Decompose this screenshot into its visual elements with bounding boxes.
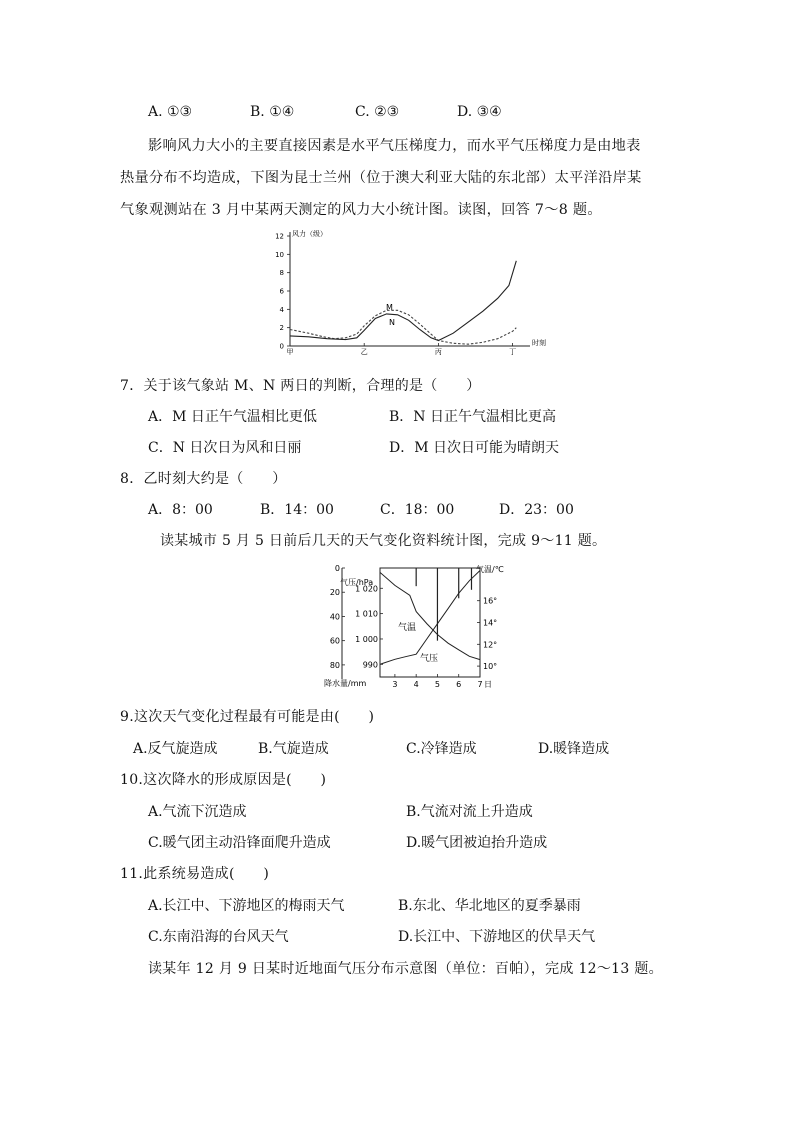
q11-stem: 11.此系统易造成( ) <box>120 866 270 882</box>
q10-option-a: A.气流下沉造成 <box>148 804 247 820</box>
chart2-temp-tick-label: 14° <box>483 618 498 628</box>
q7-option-a: A．M 日正午气温相比更低 <box>148 409 317 425</box>
chart1-ytick-label: 10 <box>275 250 284 259</box>
q11-option-b: B.东北、华北地区的夏季暴雨 <box>398 898 581 914</box>
chart2-temp-label: 气温 <box>398 623 417 633</box>
top-option-b: B. ①④ <box>250 104 295 120</box>
chart1-series-M <box>290 310 516 344</box>
chart2-left-label: 气压/hPa <box>340 578 374 587</box>
chart2-temp-tick-label: 10° <box>483 662 498 672</box>
intro1-line2: 热量分布不均造成，下图为昆士兰州（位于澳大利亚大陆的东北部）太平洋沿岸某 <box>120 170 642 186</box>
chart2-pressure-tick-label: 1 010 <box>355 609 378 619</box>
chart2-xtick-label: 6 <box>456 680 462 689</box>
chart2-temp-tick-label: 12° <box>483 640 498 650</box>
q11-option-d: D.长江中、下游地区的伏旱天气 <box>398 929 596 945</box>
q8-option-d: D．23：00 <box>499 502 574 518</box>
top-option-a: A. ①③ <box>148 104 193 120</box>
chart1-series-N <box>290 261 516 341</box>
q9-option-a: A.反气旋造成 <box>133 741 218 757</box>
chart1-ylabel: 风力（级） <box>292 230 327 238</box>
chart1-xlabel: 时刻 <box>532 339 546 347</box>
chart2-precip-tick-label: 40 <box>329 612 340 622</box>
chart1-label-n: N <box>389 318 395 327</box>
chart2-pressure-label: 气压 <box>420 654 439 664</box>
intro3: 读某年 12 月 9 日某时近地面气压分布示意图（单位：百帕），完成 12～13 题。 <box>148 961 663 977</box>
intro2: 读某城市 5 月 5 日前后几天的天气变化资料统计图，完成 9～11 题。 <box>160 533 607 549</box>
q10-option-d: D.暖气团被迫抬升造成 <box>406 835 548 851</box>
wind-force-chart <box>270 224 550 362</box>
q10-stem: 10.这次降水的形成原因是( ) <box>120 772 327 788</box>
q7-option-d: D．M 日次日可能为晴朗天 <box>389 440 560 456</box>
chart1-ytick-label: 8 <box>279 269 284 278</box>
top-option-c: C. ②③ <box>355 104 400 120</box>
chart2-precip-tick-label: 60 <box>329 636 340 646</box>
chart1-label-m: M <box>386 303 393 312</box>
chart1-ytick-label: 6 <box>279 287 284 296</box>
q7-stem: 7．关于该气象站 M、N 两日的判断，合理的是（ ） <box>120 378 481 394</box>
q9-option-c: C.冷锋造成 <box>406 741 477 757</box>
chart2-temp-tick-label: 16° <box>483 596 498 606</box>
q8-option-a: A．8：00 <box>148 502 213 518</box>
q7-option-c: C．N 日次日为风和日丽 <box>148 440 302 456</box>
chart1-xtick-label: 丁 <box>509 348 517 356</box>
weather-change-chart <box>322 560 514 692</box>
intro1-line3: 气象观测站在 3 月中某两天测定的风力大小统计图。读图，回答 7～8 题。 <box>120 202 602 218</box>
q10-option-c: C.暖气团主动沿锋面爬升造成 <box>148 835 331 851</box>
chart2-xlabel: 日 <box>484 680 492 689</box>
chart2-pressure-tick-label: 1 000 <box>355 634 378 644</box>
chart2-pressure-tick-label: 990 <box>362 660 378 670</box>
q9-stem: 9.这次天气变化过程最有可能是由( ) <box>120 709 375 725</box>
chart2-right-label: 气温/℃ <box>476 565 504 574</box>
chart2-precip-tick-label: 80 <box>329 660 340 670</box>
chart1-xtick-label: 甲 <box>286 348 294 356</box>
q9-option-b: B.气旋造成 <box>258 741 329 757</box>
chart2-series-pressure <box>380 571 480 665</box>
q7-option-b: B．N 日正午气温相比更高 <box>389 409 556 425</box>
q11-option-c: C.东南沿海的台风天气 <box>148 929 289 945</box>
chart2-precip-tick-label: 0 <box>334 564 340 573</box>
q8-option-c: C．18：00 <box>380 502 455 518</box>
chart1-ytick-label: 0 <box>279 342 284 351</box>
chart1-ytick-label: 12 <box>275 232 284 241</box>
chart1-xtick-label: 丙 <box>434 348 442 356</box>
intro1-line1: 影响风力大小的主要直接因素是水平气压梯度力，而水平气压梯度力是由地表 <box>148 138 641 154</box>
chart1-ytick-label: 4 <box>279 305 284 314</box>
q8-stem: 8．乙时刻大约是（ ） <box>120 471 287 487</box>
chart1-ytick-label: 2 <box>279 324 284 333</box>
q8-option-b: B．14：00 <box>260 502 334 518</box>
q11-option-a: A.长江中、下游地区的梅雨天气 <box>148 898 345 914</box>
chart2-pressure-tick-label: 1 020 <box>355 584 378 594</box>
top-option-d: D. ③④ <box>457 104 502 120</box>
chart2-xtick-label: 4 <box>413 680 419 689</box>
chart2-xtick-label: 3 <box>392 680 398 689</box>
chart2-xtick-label: 5 <box>434 680 440 689</box>
chart2-precip-label: 降水量/mm <box>324 679 367 688</box>
q9-option-d: D.暖锋造成 <box>538 741 610 757</box>
chart2-precip-tick-label: 20 <box>329 588 340 598</box>
chart2-xtick-label: 7 <box>477 680 483 689</box>
chart1-xtick-label: 乙 <box>360 348 368 356</box>
q10-option-b: B.气流对流上升造成 <box>406 804 533 820</box>
